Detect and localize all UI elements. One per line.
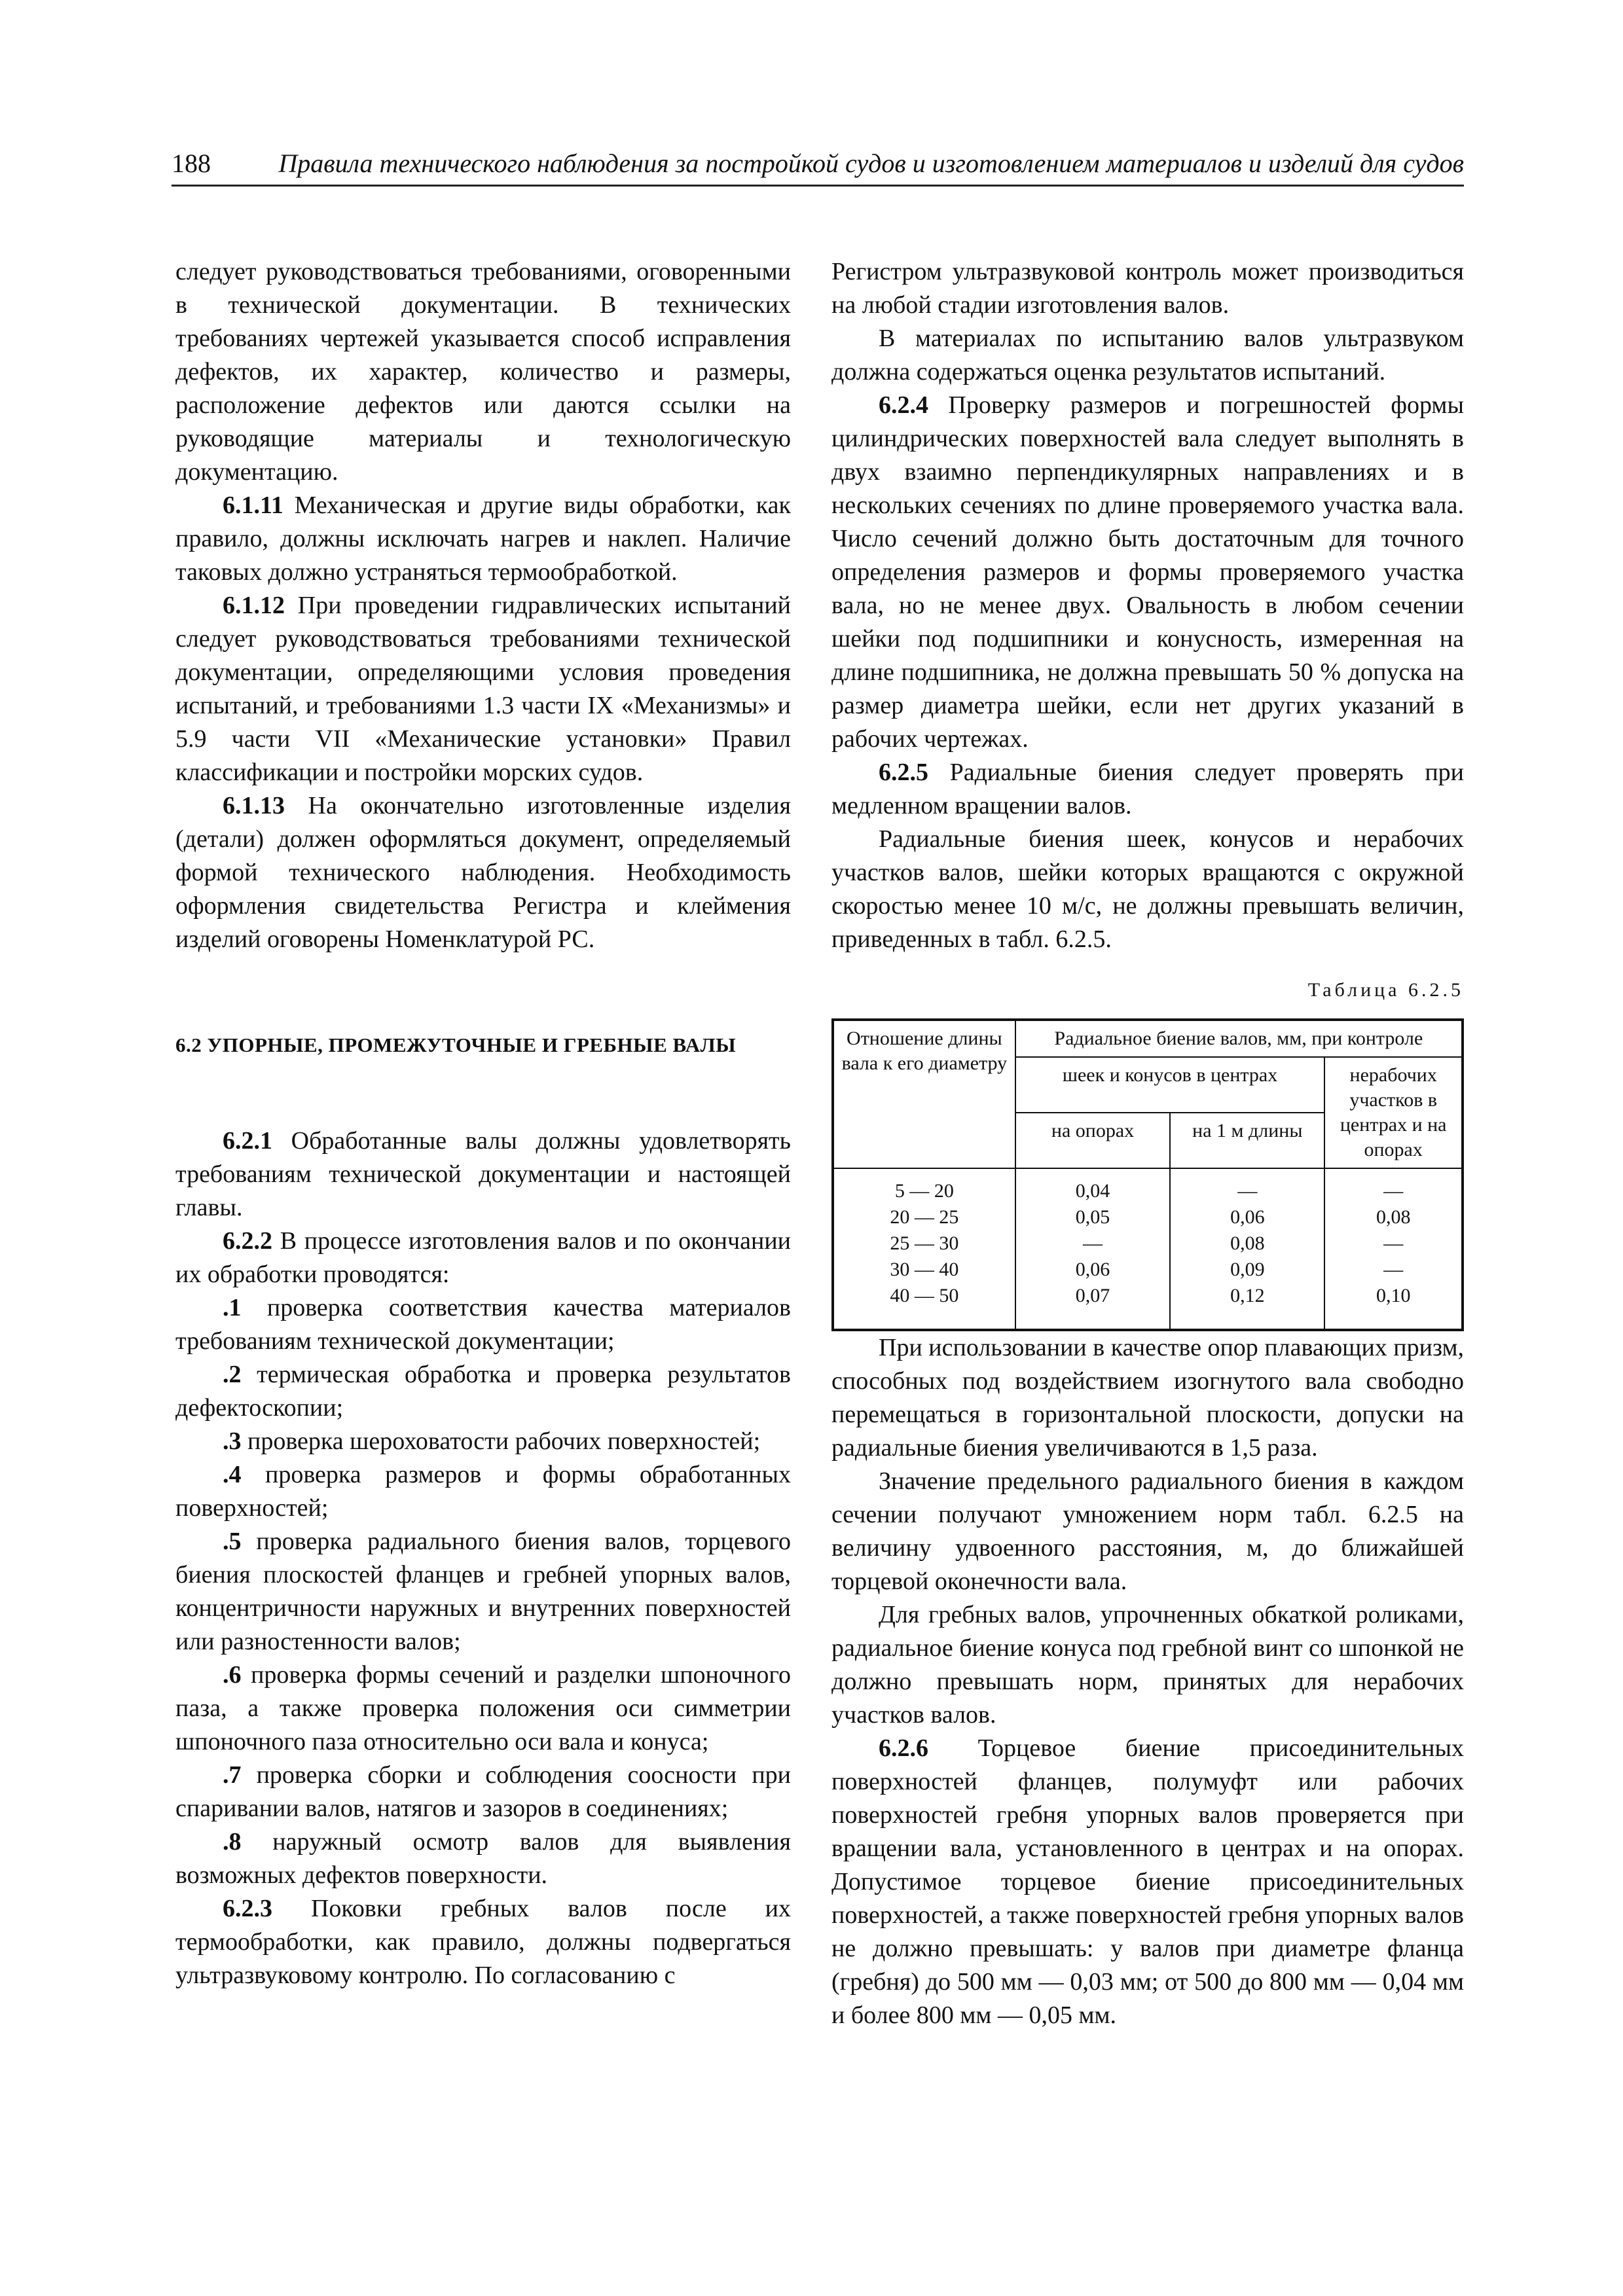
clause-number: 6.2.4 [879, 391, 928, 419]
page-number: 188 [172, 149, 211, 178]
table-header-group: Радиальное биение валов, мм, при контроле [1015, 1020, 1463, 1057]
table-header-nonworking: нерабочих участков в центрах и на опорах [1324, 1057, 1463, 1168]
table-row: 25 — 30 — 0,08 — [833, 1230, 1463, 1257]
list-item: .7 проверка сборки и соблюдения соосности при спаривании валов, натягов и зазоров в соединениях; [175, 1761, 791, 1822]
running-title: Правила технического наблюдения за постройкой судов и изготовлением материалов и изделий для судов [278, 149, 1464, 178]
table-header-per-meter: на 1 м длины [1170, 1113, 1324, 1168]
paragraph: 6.2.5 Радиальные биения следует проверять при медленном вращении валов. [831, 759, 1464, 819]
paragraph: Регистром ультразвуковой контроль может производиться на любой стадии изготовления валов. [831, 258, 1464, 319]
list-item: .4 проверка размеров и формы обработанных поверхностей; [175, 1461, 791, 1522]
page-header [172, 145, 1464, 187]
paragraph: Радиальные биения шеек, конусов и нерабочих участков валов, шейки которых вращаются с окружной скоростью менее 10 м/с, не должны превышать величин, приведенных в табл. 6.2.5. [831, 825, 1464, 953]
clause-number: 6.2.5 [879, 759, 928, 786]
clause-number: 6.2.1 [223, 1127, 272, 1155]
table-header-journals: шеек и конусов в центрах [1015, 1057, 1325, 1113]
paragraph: 6.2.3 Поковки гребных валов после их термообработки, как правило, должны подвергаться ультразвуковому контролю. По согласованию с [175, 1895, 791, 1989]
paragraph: следует руководствоваться требованиями, оговоренными в технической документации. В технических требованиях чертежей указывается способ исправления дефектов, их характер, количество и размеры, расположение дефектов или даются ссылки на руководящие материалы и технологическую документацию. [175, 258, 791, 486]
list-item: .3 проверка шероховатости рабочих поверхностей; [223, 1427, 761, 1455]
paragraph: В материалах по испытанию валов ультразвуком должна содержаться оценка результатов испытаний. [831, 325, 1464, 386]
paragraph: При использовании в качестве опор плавающих призм, способных под воздействием изогнутого вала свободно перемещаться в горизонтальной плоскости, допуски на радиальные биения увеличиваются в 1,5 раза. [831, 1334, 1464, 1462]
section-title: 6.2 УПОРНЫЕ, ПРОМЕЖУТОЧНЫЕ И ГРЕБНЫЕ ВАЛЫ [175, 1033, 737, 1056]
table-header-supports: на опорах [1015, 1113, 1171, 1168]
clause-number: 6.1.11 [223, 492, 283, 519]
paragraph: 6.1.12 При проведении гидравлических испытаний следует руководствоваться требованиями технической документации, определяющими условия проведения испытаний, и требованиями 1.3 части IX «Механизмы» и 5.9 части VII «Механические установки» Правил классификации и постройки морских судов. [175, 592, 791, 786]
paragraph: Для гребных валов, упрочненных обкаткой роликами, радиальное биение конуса под гребной винт со шпонкой не должно превышать норм, принятых для нерабочих участков валов. [831, 1601, 1464, 1729]
paragraph: 6.2.2 В процессе изготовления валов и по окончании их обработки проводятся: [175, 1227, 791, 1288]
paragraph: 6.1.13 На окончательно изготовленные изделия (детали) должен оформляться документ, определяемый формой технического наблюдения. Необходимость оформления свидетельства Регистра и клеймения изделий оговорены Номенклатурой РС. [175, 792, 791, 953]
clause-number: 6.2.2 [223, 1227, 272, 1255]
paragraph: Значение предельного радиального биения в каждом сечении получают умножением норм табл. 6.2.5 на величину удвоенного расстояния, м, до ближайшей торцевой оконечности вала. [831, 1467, 1464, 1595]
table-header-ratio: Отношение длины вала к его диаметру [833, 1020, 1015, 1168]
list-item: .1 проверка соответствия качества материалов требованиям технической документации; [175, 1294, 791, 1355]
paragraph: 6.2.4 Проверку размеров и погрешностей формы цилиндрических поверхностей вала следует выполнять в двух взаимно перпендикулярных направлениях и в нескольких сечениях по длине проверяемого участка вала. Число сечений должно быть достаточным для точного определения размеров и формы проверяемого участка вала, но не менее двух. Овальность в любом сечении шейки под подшипники и конусность, измеренная на длине подшипника, не должна превышать 50 % допуска на размер диаметра шейки, если нет других указаний в рабочих чертежах. [831, 391, 1464, 753]
clause-number: 6.1.13 [223, 792, 285, 819]
paragraph: 6.2.6 Торцевое биение присоединительных поверхностей фланцев, полумуфт или рабочих поверхностей гребня упорных валов проверяется при вращении вала, установленного в центрах и на опорах. Допустимое торцевое биение присоединительных поверхностей, а также поверхностей гребня упорных валов не должно превышать: у валов при диаметре фланца (гребня) до 500 мм — 0,03 мм; от 500 до 800 мм — 0,04 мм и более 800 мм — 0,05 мм. [831, 1734, 1464, 2029]
list-item: .5 проверка радиального биения валов, торцевого биения плоскостей фланцев и гребней упорных валов, концентричности наружных и внутренних поверхностей или разностенности валов; [175, 1528, 791, 1655]
right-column [831, 255, 1464, 2032]
paragraph: 6.1.11 Механическая и другие виды обработки, как правило, должны исключать нагрев и наклеп. Наличие таковых должно устраняться термообработкой. [175, 492, 791, 586]
table-row: 30 — 40 0,06 0,09 — [833, 1257, 1463, 1283]
runout-table [831, 1018, 1464, 1331]
table-row: 20 — 25 0,05 0,06 0,08 [833, 1204, 1463, 1230]
clause-number: 6.2.6 [879, 1734, 928, 1762]
left-column [175, 255, 791, 1992]
table-row: 5 — 20 0,04 — — [833, 1168, 1463, 1204]
table-row: 40 — 50 0,07 0,12 0,10 [833, 1283, 1463, 1330]
clause-number: 6.2.3 [223, 1895, 272, 1922]
list-item: .2 термическая обработка и проверка результатов дефектоскопии; [175, 1361, 791, 1422]
list-item: .8 наружный осмотр валов для выявления возможных дефектов поверхности. [175, 1828, 791, 1889]
list-item: .6 проверка формы сечений и разделки шпоночного паза, а также проверка положения оси симметрии шпоночного паза относительно оси вала и конуса; [175, 1661, 791, 1755]
clause-number: 6.1.12 [223, 592, 285, 619]
table-caption: Таблица 6.2.5 [1307, 979, 1464, 1001]
paragraph: 6.2.1 Обработанные валы должны удовлетворять требованиям технической документации и настоящей главы. [175, 1127, 791, 1221]
